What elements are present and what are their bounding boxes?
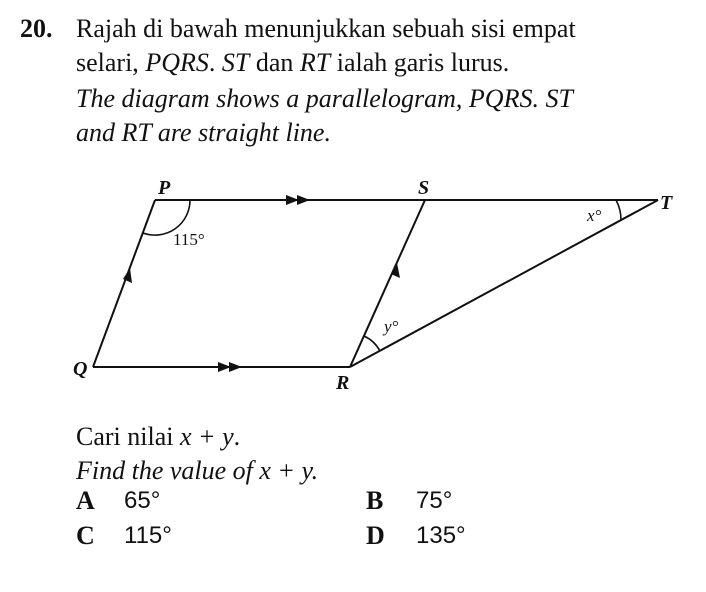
angle-arc-r [364, 336, 380, 351]
angle-p-label: 115° [173, 230, 205, 249]
english-statement-line-1: The diagram shows a parallelogram, PQRS. ST [76, 84, 573, 113]
label-t: T [660, 192, 673, 214]
malay-prompt: Cari nilai x + y. [76, 422, 241, 451]
label-p: P [158, 177, 171, 199]
option-a-letter: A [76, 486, 95, 515]
arrow-qr-2 [229, 362, 242, 372]
option-c-value: 115° [124, 522, 172, 549]
malay-statement-line-2: selari, PQRS. ST dan RT ialah garis lurus. [76, 48, 510, 77]
english-statement-line-2: and RT are straight line. [76, 118, 331, 147]
angle-arc-t [616, 200, 621, 220]
option-a-value: 65° [124, 487, 161, 514]
label-q: Q [73, 358, 88, 380]
angle-x-label: x° [587, 206, 602, 225]
malay-statement-line-1: Rajah di bawah menunjukkan sebuah sisi empat [76, 14, 576, 43]
option-b-letter: B [366, 486, 384, 515]
question-number: 20. [20, 14, 53, 43]
option-c-letter: C [76, 521, 95, 550]
label-s: S [418, 177, 430, 199]
option-d-value: 135° [416, 522, 466, 549]
angle-y-label: y° [384, 317, 399, 336]
label-r: R [336, 372, 350, 394]
english-prompt: Find the value of x + y. [76, 456, 319, 485]
option-b-value: 75° [416, 487, 453, 514]
line-rt [350, 200, 658, 367]
line-rs [350, 200, 425, 367]
line-qp [93, 200, 155, 367]
arrow-ps-2 [297, 195, 310, 205]
option-d-letter: D [366, 521, 385, 550]
